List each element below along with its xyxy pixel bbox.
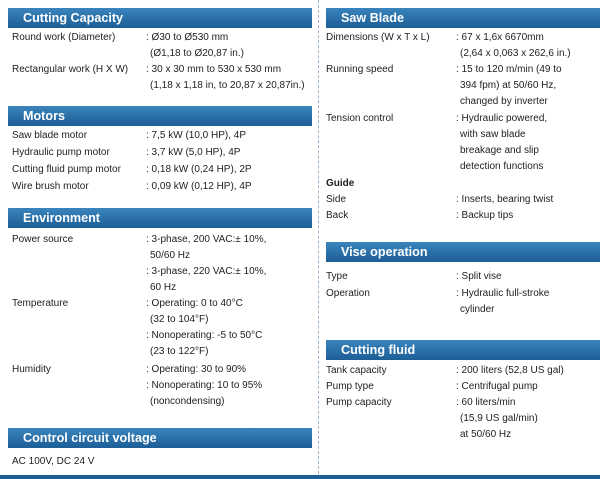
spec-label: Tension control [326,113,394,124]
section-header-cutting-capacity: Cutting Capacity [8,8,312,28]
spec-value: (noncondensing) [150,396,225,407]
spec-value: at 50/60 Hz [460,429,512,440]
spec-value: : Nonoperating: -5 to 50°C [146,330,263,341]
spec-value: : 3,7 kW (5,0 HP), 4P [146,147,241,158]
spec-value: : Split vise [456,271,502,282]
spec-value: : Nonoperating: 10 to 95% [146,380,263,391]
spec-value: : Ø30 to Ø530 mm [146,32,229,43]
spec-value: : 7,5 kW (10,0 HP), 4P [146,130,247,141]
spec-value: : Inserts, bearing twist [456,194,554,205]
spec-value: : 0,09 kW (0,12 HP), 4P [146,181,252,192]
spec-value: (15,9 US gal/min) [460,413,538,424]
spec-value: : Backup tips [456,210,514,221]
guide-subheading: Guide [326,178,355,189]
spec-label: Rectangular work (H X W) [12,64,129,75]
spec-value: : 30 x 30 mm to 530 x 530 mm [146,64,282,75]
spec-label: Dimensions (W x T x L) [326,32,430,43]
spec-value: 394 fpm) at 50/60 Hz, [460,80,557,91]
spec-label: Running speed [326,64,394,75]
spec-label: Side [326,194,347,205]
spec-label: Tank capacity [326,365,387,376]
spec-value: : 0,18 kW (0,24 HP), 2P [146,164,252,175]
spec-value: 60 Hz [150,282,177,293]
spec-value: : Operating: 0 to 40°C [146,298,243,309]
section-header-motors: Motors [8,106,312,126]
spec-value: changed by inverter [460,96,548,107]
spec-label: Saw blade motor [12,130,88,141]
spec-value: : Hydraulic full-stroke [456,288,550,299]
section-header-saw-blade: Saw Blade [326,8,600,28]
spec-label: Humidity [12,364,51,375]
spec-label: Pump type [326,381,374,392]
spec-value: cylinder [460,304,495,315]
spec-value: (2,64 x 0,063 x 262,6 in.) [460,48,571,59]
spec-value: (32 to 104°F) [150,314,209,325]
bottom-accent-bar [0,475,600,479]
spec-value: (23 to 122°F) [150,346,209,357]
spec-value: AC 100V, DC 24 V [12,456,95,467]
spec-value: detection functions [460,161,544,172]
spec-label: Type [326,271,348,282]
section-header-control-circuit-voltage: Control circuit voltage [8,428,312,448]
spec-value: : 3-phase, 220 VAC:± 10%, [146,266,267,277]
spec-label: Back [326,210,349,221]
spec-value: : 15 to 120 m/min (49 to [456,64,562,75]
spec-value: : Operating: 30 to 90% [146,364,247,375]
section-header-environment: Environment [8,208,312,228]
spec-label: Pump capacity [326,397,392,408]
section-header-vise-operation: Vise operation [326,242,600,262]
spec-value: with saw blade [460,129,526,140]
spec-label: Hydraulic pump motor [12,147,110,158]
spec-value: : 67 x 1,6x 6670mm [456,32,544,43]
spec-value: 50/60 Hz [150,250,191,261]
spec-value: : 3-phase, 200 VAC:± 10%, [146,234,267,245]
spec-label: Temperature [12,298,69,309]
spec-label: Round work (Diameter) [12,32,116,43]
spec-value: (1,18 x 1,18 in, to 20,87 x 20,87in.) [150,80,305,91]
spec-value: : 60 liters/min [456,397,516,408]
spec-value: : Centrifugal pump [456,381,538,392]
spec-value: (Ø1,18 to Ø20,87 in.) [150,48,244,59]
spec-label: Operation [326,288,370,299]
spec-value: : 200 liters (52,8 US gal) [456,365,564,376]
spec-label: Wire brush motor [12,181,89,192]
spec-label: Cutting fluid pump motor [12,164,121,175]
spec-value: breakage and slip [460,145,539,156]
spec-value: : Hydraulic powered, [456,113,548,124]
right-column [318,0,600,479]
spec-label: Power source [12,234,74,245]
section-header-cutting-fluid: Cutting fluid [326,340,600,360]
